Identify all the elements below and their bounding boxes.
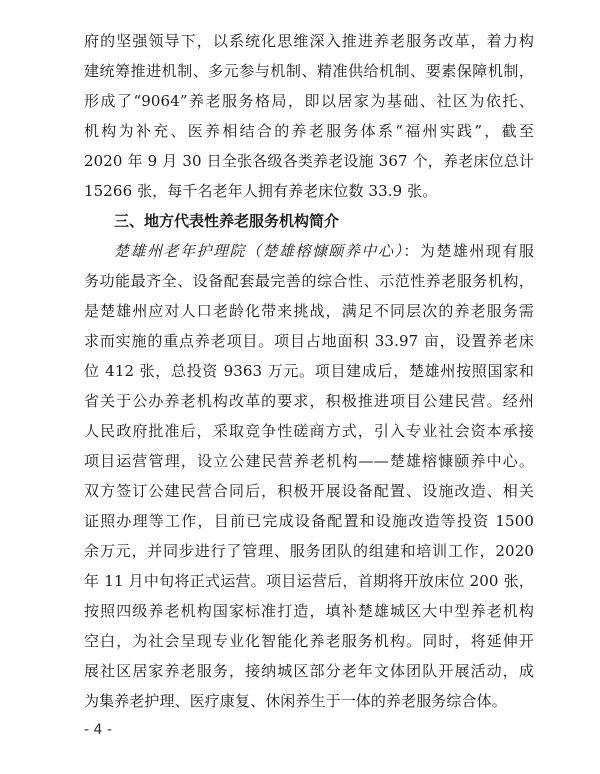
text-line: 府的坚强领导下，以系统化思维深入推进养老服务改革，着力构 <box>84 32 534 50</box>
document-body <box>84 26 534 716</box>
text-line: 年 11 月中旬将正式运营。项目运营后，首期将开放床位 200 张， <box>84 572 534 590</box>
text-line: 务功能最齐全、设备配套最完善的综合性、示范性养老服务机构， <box>84 272 534 290</box>
text-line: 项目运营管理，设立公建民营养老机构——楚雄榕慷颐养中心。 <box>84 452 534 470</box>
text-line: 建统筹推进机制、多元参与机制、精准供给机制、要素保障机制， <box>84 62 534 80</box>
institution-name: 楚雄州老年护理院（楚雄榕慷颐养中心） <box>114 242 404 260</box>
section-heading: 三、地方代表性养老服务机构简介 <box>114 212 340 230</box>
text-line: 是楚雄州应对人口老龄化带来挑战，满足不同层次的养老服务需 <box>84 302 534 320</box>
intro-paragraph <box>84 26 534 206</box>
institution-paragraph <box>84 236 534 716</box>
text-line: 2020 年 9 月 30 日全张各级各类养老设施 367 个，养老床位总计 <box>84 152 534 170</box>
text-line: 15266 张，每千名老年人拥有养老床位数 33.9 张。 <box>84 182 438 200</box>
text-line: 省关于公办养老机构改革的要求，积极推进项目公建民营。经州 <box>84 392 534 410</box>
institution-first-line-rest: ：为楚雄州现有服 <box>403 242 534 260</box>
text-line: 空白，为社会呈现专业化智能化养老服务机构。同时，将延伸开 <box>84 632 534 650</box>
text-line: 双方签订公建民营合同后，积极开展设备配置、设施改造、相关 <box>84 482 534 500</box>
text-line: 求而实施的重点养老项目。项目占地面积 33.97 亩，设置养老床 <box>84 332 534 350</box>
text-line: 人民政府批准后，采取竞争性磋商方式，引入专业社会资本承接 <box>84 422 534 440</box>
text-line: 形成了“9064”养老服务格局，即以居家为基础、社区为依托、 <box>84 92 534 110</box>
text-line: 展社区居家养老服务，接纳城区部分老年文体团队开展活动，成 <box>84 662 534 680</box>
text-line: 按照四级养老机构国家标准打造，填补楚雄城区大中型养老机构 <box>84 602 534 620</box>
text-line-first <box>84 236 534 266</box>
text-line: 余万元，并同步进行了管理、服务团队的组建和培训工作，2020 <box>84 542 534 560</box>
text-line: 为集养老护理、医疗康复、休闲养生于一体的养老服务综合体。 <box>84 692 507 710</box>
text-line: 位 412 张，总投资 9363 万元。项目建成后，楚雄州按照国家和 <box>84 362 534 380</box>
text-line: 证照办理等工作，目前已完成设备配置和设施改造等投资 1500 <box>84 512 534 530</box>
page-number: - 4 - <box>84 722 112 738</box>
text-line: 机构为补充、医养相结合的养老服务体系“福州实践”，截至 <box>84 122 534 140</box>
